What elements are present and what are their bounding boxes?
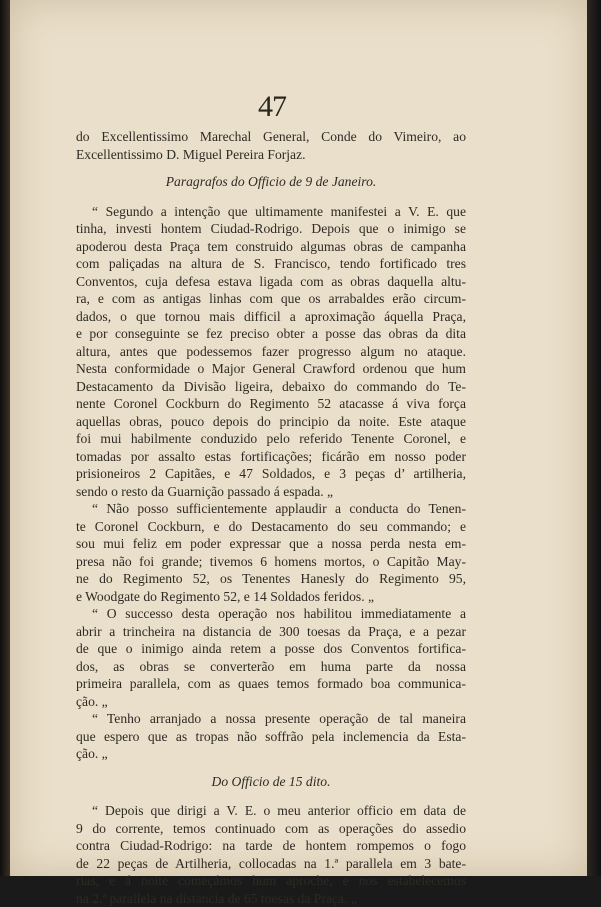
text-line: presa não foi grande; tivemos 6 homens mortos, o Capitão May- — [76, 553, 466, 571]
text-line: ção. „ — [76, 693, 466, 711]
text-line: sendo o resto da Guarnição passado á espada. „ — [76, 483, 466, 501]
text-line: Nesta conformidade o Major General Crawford ordenou que hum — [76, 360, 466, 378]
text-line: que espero que as tropas não soffrão pela inclemencia da Esta- — [76, 728, 466, 746]
text-line: dos, as obras se converterão em huma parte da nossa — [76, 658, 466, 676]
text-line: ra, e com as antigas linhas com que os arrabaldes erão circum- — [76, 290, 466, 308]
text-line: do Excellentissimo Marechal General, Conde do Vimeiro, ao — [76, 128, 466, 146]
text-line: aquellas obras, pouco depois do principio da noite. Este ataque — [76, 413, 466, 431]
text-line: tinha, investi hontem Ciudad-Rodrigo. Depois que o inimigo se — [76, 220, 466, 238]
text-line: altura, antes que podessemos fazer progresso algum no ataque. — [76, 343, 466, 361]
book-gutter — [0, 0, 10, 876]
text-line: Conventos, cuja defesa estava ligada com as obras daquella altu- — [76, 273, 466, 291]
text-line: dados, o que tornou mais difficil a aproximação áquella Praça, — [76, 308, 466, 326]
page-text — [76, 128, 466, 907]
text-line: de que o inimigo ainda retem a posse dos Conventos fortifica- — [76, 640, 466, 658]
text-line: primeira parallela, com as quaes temos formado boa communica- — [76, 675, 466, 693]
text-line: ção. „ — [76, 745, 466, 763]
page-number: 47 — [258, 90, 286, 124]
text-line: “ Tenho arranjado a nossa presente operação de tal maneira — [76, 710, 466, 728]
page-edge — [587, 0, 601, 876]
text-line: com paliçadas na altura de S. Francisco, tendo fortificado tres — [76, 255, 466, 273]
text-line: tomadas por assalto estas fortificações; ficárão em nosso poder — [76, 448, 466, 466]
text-line: Destacamento da Divisão ligeira, debaixo do commando do Te- — [76, 378, 466, 396]
text-line: foi mui habilmente conduzido pelo referido Tenente Coronel, e — [76, 430, 466, 448]
text-line: sou mui feliz em poder expressar que a nossa perda nesta em- — [76, 535, 466, 553]
text-line: “ Segundo a intenção que ultimamente manifestei a V. E. que — [76, 203, 466, 221]
text-line: nente Coronel Cockburn do Regimento 52 atacasse á viva força — [76, 395, 466, 413]
text-line: de 22 peças de Artilheria, collocadas na 1.ª parallela em 3 bate- — [76, 855, 466, 873]
text-line: ne do Regimento 52, os Tenentes Hanesly do Regimento 95, — [76, 570, 466, 588]
text-line: e por conseguinte se fez preciso obter a posse das obras da dita — [76, 325, 466, 343]
text-line: na 2.ª parallela na distancia de 65 toesas da Praça. „ — [76, 890, 466, 907]
text-line: “ Depois que dirigi a V. E. o meu anterior officio em data de — [76, 802, 466, 820]
section-heading: Do Officio de 15 dito. — [76, 773, 466, 791]
text-line: e Woodgate do Regimento 52, e 14 Soldados feridos. „ — [76, 588, 466, 606]
text-line: “ Não posso sufficientemente applaudir a conducta do Tenen- — [76, 500, 466, 518]
text-line: rias, e á noite começámos hum aproche, e nos estabelecemos — [76, 872, 466, 890]
text-line: apoderou desta Praça tem construido algumas obras de campanha — [76, 238, 466, 256]
book-page — [10, 0, 588, 876]
text-line: Excellentissimo D. Miguel Pereira Forjaz. — [76, 146, 466, 164]
text-line: “ O successo desta operação nos habilitou immediatamente a — [76, 605, 466, 623]
section-heading: Paragrafos do Officio de 9 de Janeiro. — [76, 173, 466, 191]
text-line: prisioneiros 2 Capitães, e 47 Soldados, e 3 peças d’ artilheria, — [76, 465, 466, 483]
text-line: abrir a trincheira na distancia de 300 toesas da Praça, e a pezar — [76, 623, 466, 641]
text-line: contra Ciudad-Rodrigo: na tarde de hontem rompemos o fogo — [76, 837, 466, 855]
text-line: 9 do corrente, temos continuado com as operações do assedio — [76, 820, 466, 838]
text-line: te Coronel Cockburn, e do Destacamento do seu commando; e — [76, 518, 466, 536]
